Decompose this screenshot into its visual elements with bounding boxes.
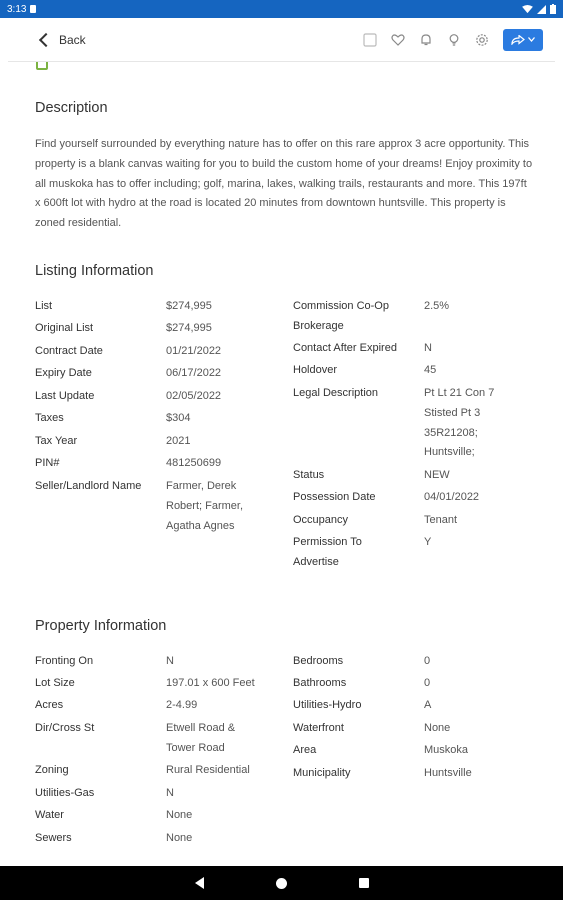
description-text: Find yourself surrounded by everything nature has to offer on this rare approx 3 acre opportunity. This property is a blank canvas waiting for you to build the custom home of your dreams! Enjoy proximity to all muskoka has to offer including; golf, marina, lakes, walking trails, restaurants and more. This 197ft x 600ft lot with hydro at the road is located 20 minutes from downtown huntsville. This property is zoned residential. (35, 138, 533, 230)
field-label: Expiry Date (35, 367, 92, 379)
field-label: Status (293, 469, 325, 481)
field-label: Bathrooms (293, 677, 347, 689)
field-label: Contract Date (35, 345, 103, 357)
field-value: 2-4.99 (166, 699, 198, 711)
listing-detail-card (8, 62, 555, 866)
field-value: None (166, 809, 193, 821)
nav-back-icon[interactable] (195, 877, 204, 889)
field-label: Possession Date (293, 491, 376, 503)
field-label: Sewers (35, 832, 72, 844)
field-value: Muskoka (424, 744, 469, 756)
checkbox-icon (36, 62, 48, 70)
field-label: Contact After Expired (293, 342, 397, 354)
field-value: $274,995 (166, 300, 212, 312)
field-label: Tax Year (35, 435, 78, 447)
status-bar (0, 0, 563, 18)
field-value: N (166, 787, 174, 799)
field-value: 01/21/2022 (166, 345, 222, 357)
field-label: Dir/Cross St (35, 722, 95, 734)
field-label: Permission To Advertise (293, 536, 362, 568)
field-value: 45 (424, 364, 437, 376)
field-value: $304 (166, 412, 191, 424)
field-value: NEW (424, 469, 450, 481)
field-label: Commission Co-Op Brokerage (293, 300, 389, 332)
battery-icon (550, 4, 556, 14)
field-label: Occupancy (293, 514, 349, 526)
field-label: Utilities-Hydro (293, 699, 362, 711)
field-label: Area (293, 744, 317, 756)
field-value: Etwell Road & Tower Road (166, 722, 236, 754)
field-value: N (166, 655, 174, 667)
field-value: 2.5% (424, 300, 450, 312)
back-label: Back (59, 32, 86, 47)
field-value: Farmer, Derek Robert; Farmer, Agatha Agnes (166, 480, 244, 532)
field-label: Seller/Landlord Name (35, 480, 142, 492)
lightbulb-icon[interactable] (447, 33, 461, 47)
field-value: $274,995 (166, 322, 212, 334)
listing-information-title: Listing Information (35, 263, 154, 279)
field-value: None (424, 722, 451, 734)
field-value: Rural Residential (166, 764, 250, 776)
wifi-icon (522, 5, 533, 14)
field-value: 197.01 x 600 Feet (166, 677, 255, 689)
heart-icon[interactable] (391, 33, 405, 47)
field-label: Lot Size (35, 677, 75, 689)
field-label: Last Update (35, 390, 95, 402)
field-label: Municipality (293, 767, 351, 779)
field-value: 481250699 (166, 457, 222, 469)
field-label: Utilities-Gas (35, 787, 95, 799)
field-label: PIN# (35, 457, 60, 469)
field-label: Holdover (293, 364, 338, 376)
field-label: Water (35, 809, 64, 821)
toolbar (363, 29, 543, 51)
field-value: 2021 (166, 435, 191, 447)
scrolled-row-partial (36, 62, 48, 70)
app-bar (8, 18, 555, 62)
field-value: 02/05/2022 (166, 390, 222, 402)
field-value: Tenant (424, 514, 458, 526)
field-label: Bedrooms (293, 655, 344, 667)
field-value: 06/17/2022 (166, 367, 222, 379)
field-value: A (424, 699, 432, 711)
nav-recents-icon[interactable] (359, 878, 369, 888)
sd-card-icon (30, 5, 36, 13)
checkbox-icon[interactable] (363, 33, 377, 47)
description-title: Description (35, 100, 108, 116)
field-value: 0 (424, 655, 431, 667)
field-value: None (166, 832, 193, 844)
field-value: N (424, 342, 432, 354)
nav-home-icon[interactable] (276, 878, 287, 889)
share-arrow-icon (511, 35, 525, 45)
field-value: Y (424, 536, 432, 548)
field-value: Pt Lt 21 Con 7 Stisted Pt 3 35R21208; Huntsville; (424, 387, 495, 459)
chevron-down-icon (528, 37, 535, 42)
bell-icon[interactable] (419, 33, 433, 47)
field-label: Fronting On (35, 655, 94, 667)
navigation-bar (0, 866, 563, 900)
signal-icon (537, 5, 546, 14)
share-button[interactable] (503, 29, 543, 51)
field-label: Legal Description (293, 387, 378, 399)
field-value: 04/01/2022 (424, 491, 480, 503)
field-value: Huntsville (424, 767, 472, 779)
status-time: 3:13 (7, 3, 27, 15)
field-label: List (35, 300, 53, 312)
field-label: Waterfront (293, 722, 344, 734)
field-label: Zoning (35, 764, 69, 776)
back-button[interactable] (38, 33, 86, 47)
chevron-left-icon (39, 32, 53, 46)
property-information-title: Property Information (35, 618, 167, 634)
field-label: Taxes (35, 412, 64, 424)
field-label: Acres (35, 699, 64, 711)
field-value: 0 (424, 677, 431, 689)
gear-icon[interactable] (475, 33, 489, 47)
field-label: Original List (35, 322, 94, 334)
